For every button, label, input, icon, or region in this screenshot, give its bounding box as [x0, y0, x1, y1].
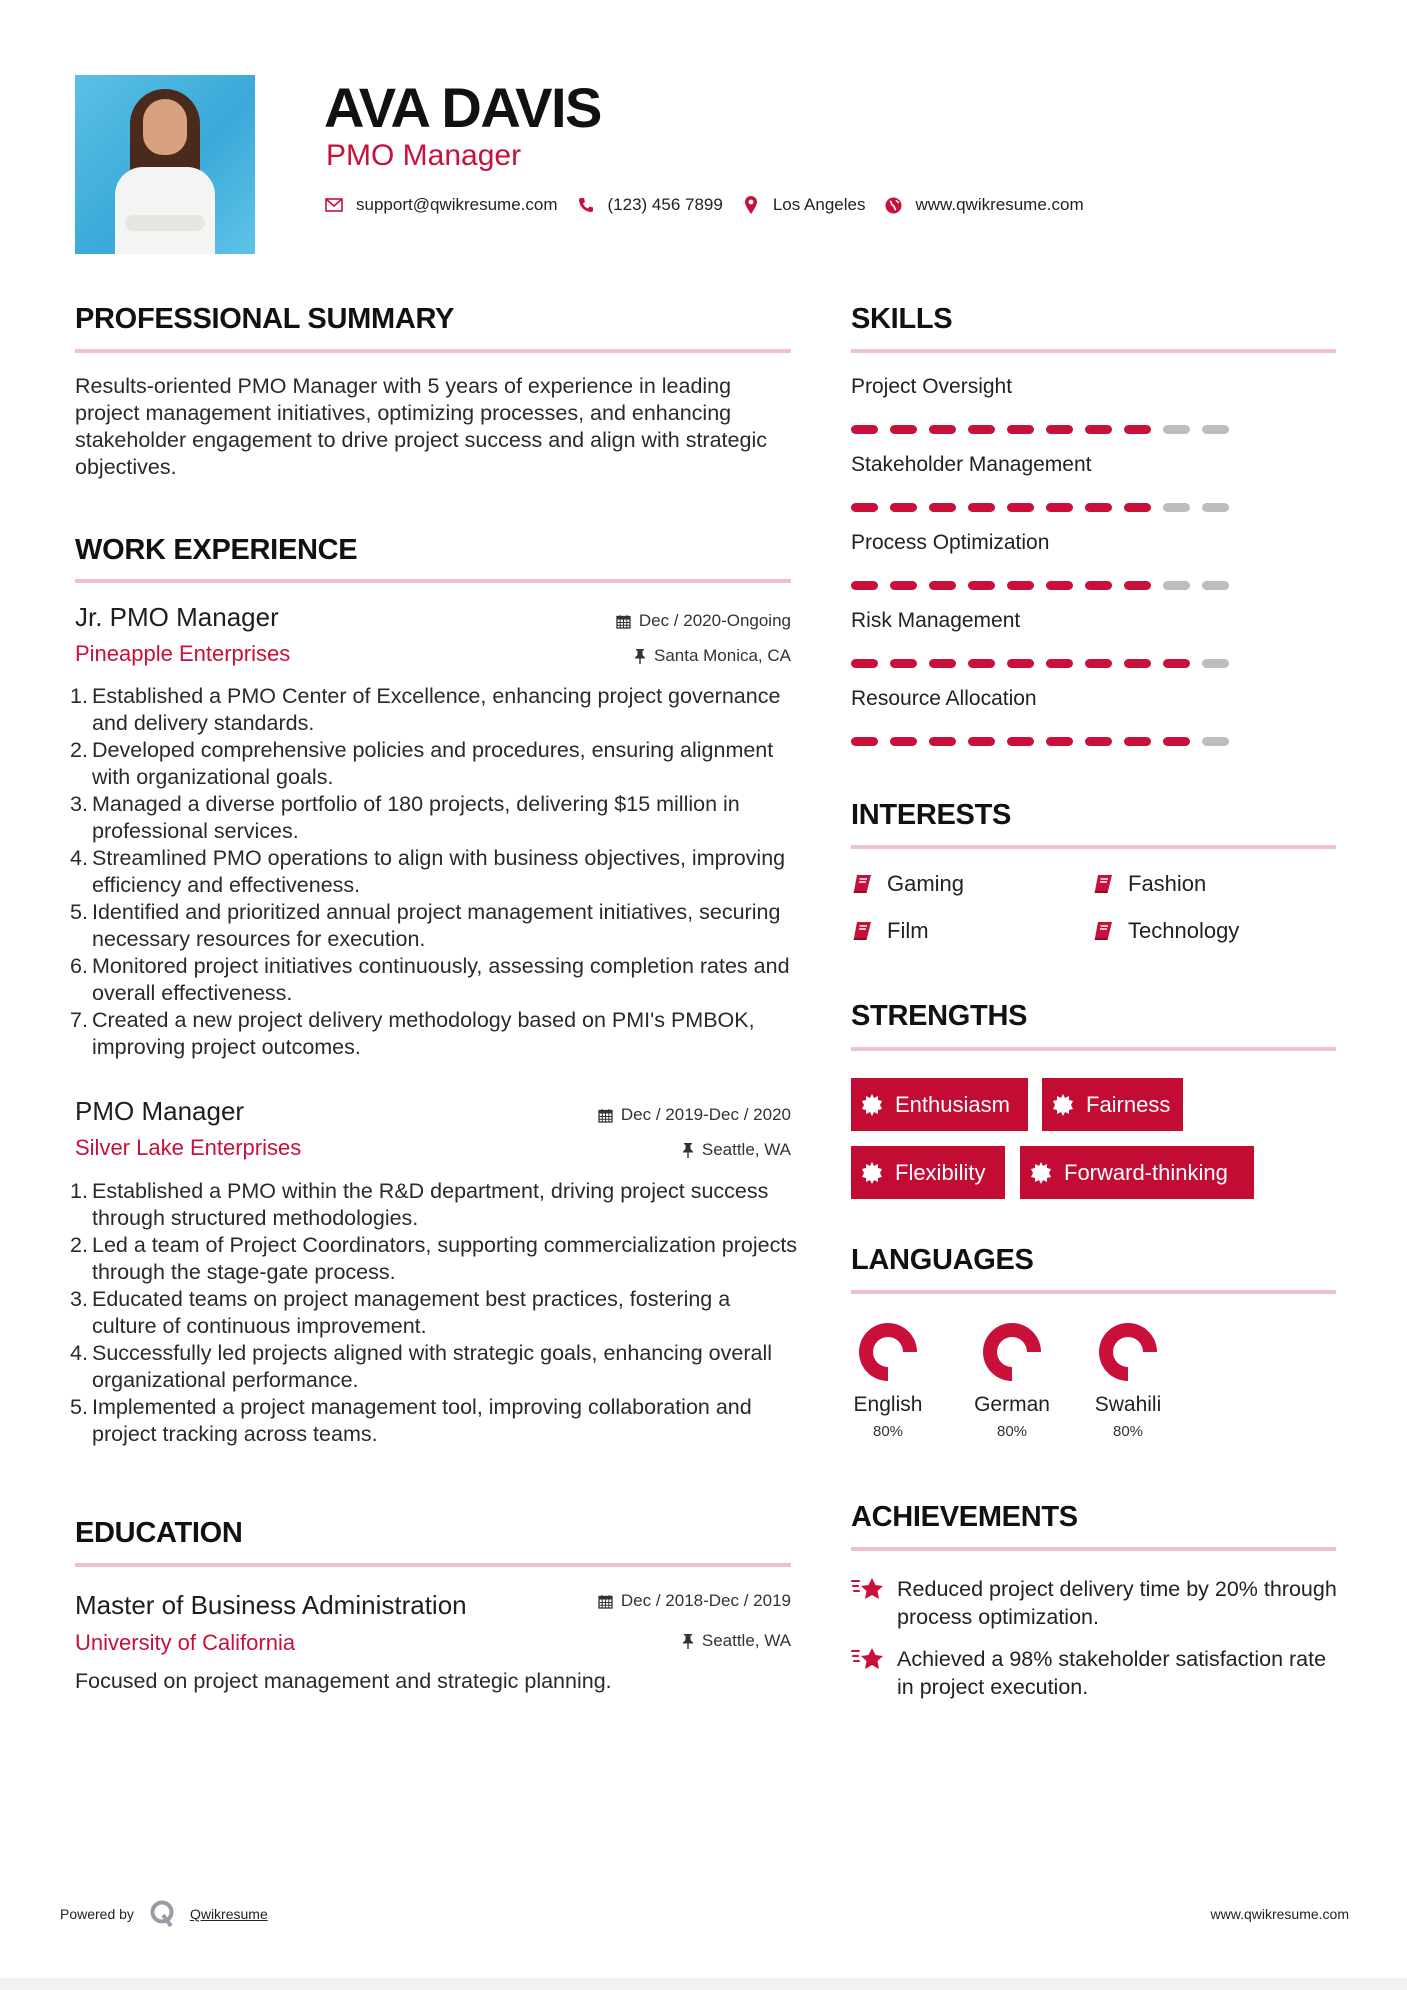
education-location-text: Seattle, WA [701, 1631, 791, 1650]
education-location [682, 1630, 791, 1652]
skill-level-segment [1007, 581, 1034, 590]
bullet-item: 6. Monitored project initiatives continuously, assessing completion rates and overall effectiveness. [70, 954, 790, 1005]
skill-level-segment [851, 425, 878, 434]
skill-level-segment [968, 659, 995, 668]
skill-level-segment [890, 737, 917, 746]
skill-level-segment [1085, 581, 1112, 590]
skill-level-segment [929, 503, 956, 512]
skill-level-segment [1007, 659, 1034, 668]
strength-tag [1020, 1146, 1254, 1199]
bullet-item: 2. Developed comprehensive policies and procedures, ensuring alignment with organizational goals. [70, 738, 774, 789]
skill-level-segment [929, 425, 956, 434]
skill-level-segment [1163, 737, 1190, 746]
powered-by-label: Powered by [60, 1906, 134, 1922]
language-ring [859, 1323, 917, 1381]
bullet-item: 2. Led a team of Project Coordinators, supporting commercialization projects through the stage-gate process. [70, 1233, 798, 1284]
bullet-item: 5. Implemented a project management tool, improving collaboration and project tracking across teams. [70, 1395, 752, 1446]
skill-level-segment [968, 503, 995, 512]
job-location [634, 645, 791, 667]
achievement-text: Reduced project delivery time by 20% through process optimization. [897, 1577, 1337, 1629]
skill-level-segment [1085, 503, 1112, 512]
strength-tag [851, 1146, 1005, 1199]
skill-level-segment [1046, 737, 1073, 746]
language-ring [983, 1323, 1041, 1381]
job-location-text: Seattle, WA [701, 1140, 791, 1159]
language-item [962, 1323, 1062, 1441]
skill-level-segment [1085, 737, 1112, 746]
skill-level-segment [890, 425, 917, 434]
bullet-item: 5. Identified and prioritized annual project management initiatives, securing necessary resources for execution. [70, 900, 781, 951]
contact-phone[interactable]: (123) 456 7899 [607, 195, 723, 214]
skill-level-bar [851, 737, 1241, 746]
skill-level-segment [1124, 737, 1151, 746]
language-percent: 80% [996, 1423, 1028, 1440]
map-marker-icon [741, 196, 761, 214]
bullet-item: 4. Streamlined PMO operations to align with business objectives, improving efficiency and effectiveness. [70, 846, 786, 897]
section-title-summary: PROFESSIONAL SUMMARY [75, 303, 455, 335]
job-title: Jr. PMO Manager [75, 602, 279, 632]
photo-arms [125, 215, 205, 231]
globe-icon [883, 197, 903, 214]
language-name: German [974, 1393, 1050, 1416]
skill-level-segment [1124, 581, 1151, 590]
book-icon [851, 874, 873, 894]
strength-tag [851, 1078, 1028, 1131]
skill-level-segment [851, 737, 878, 746]
skill-level-segment [1124, 425, 1151, 434]
job-dates [616, 610, 791, 632]
job-company: Silver Lake Enterprises [75, 1135, 302, 1160]
pushpin-icon [682, 1142, 694, 1158]
school-name: University of California [75, 1630, 296, 1655]
bullet-item: 1. Established a PMO within the R&D department, driving project success through structured methodologies. [70, 1179, 769, 1230]
contact-website[interactable]: www.qwikresume.com [915, 195, 1084, 214]
footer-powered-by [60, 1900, 268, 1928]
interest-label: Film [887, 918, 929, 943]
job-company: Pineapple Enterprises [75, 641, 291, 666]
skill-level-segment [1007, 425, 1034, 434]
skill-level-segment [929, 659, 956, 668]
section-title-education: EDUCATION [75, 1517, 243, 1549]
strength-label: Flexibility [895, 1159, 986, 1185]
section-divider [75, 1563, 791, 1567]
skill-level-segment [1085, 659, 1112, 668]
skill-level-bar [851, 581, 1241, 590]
contact-row [324, 192, 1102, 218]
skill-level-segment [1163, 659, 1190, 668]
badge-icon [861, 1094, 883, 1116]
star-icon [851, 1646, 885, 1672]
bullet-item: 4. Successfully led projects aligned with strategic goals, enhancing overall organizational performance. [70, 1341, 773, 1392]
qwikresume-logo-icon [150, 1900, 176, 1928]
language-percent: 80% [872, 1423, 904, 1440]
skill-level-segment [1163, 425, 1190, 434]
language-item [1078, 1323, 1178, 1441]
star-icon [851, 1576, 885, 1602]
skill-level-segment [851, 581, 878, 590]
section-divider [851, 1047, 1336, 1051]
skill-level-segment [929, 737, 956, 746]
skill-level-segment [1124, 503, 1151, 512]
summary-text: Results-oriented PMO Manager with 5 years of experience in leading project management initiatives, optimizing processes, and enhancing stakeholder engagement to drive project success and align with strategic objectives. [75, 374, 767, 479]
strength-tag [1042, 1078, 1183, 1131]
section-title-interests: INTERESTS [851, 799, 1012, 831]
bullet-item: 1. Established a PMO Center of Excellence, enhancing project governance and delivery standards. [70, 684, 781, 735]
achievement-item [851, 1645, 1341, 1701]
calendar-icon [598, 1108, 613, 1123]
skill-level-segment [1202, 737, 1229, 746]
interest-label: Gaming [887, 871, 965, 896]
bullet-item: 7. Created a new project delivery methodology based on PMI's PMBOK, improving project outcomes. [70, 1008, 755, 1059]
photo-face [143, 99, 187, 155]
job-bullets [70, 1178, 800, 1448]
skill-level-segment [1085, 425, 1112, 434]
page-bottom-edge [0, 1978, 1407, 1990]
job-location [682, 1139, 791, 1161]
pushpin-icon [634, 648, 646, 664]
skill-level-segment [1202, 425, 1229, 434]
skill-level-segment [968, 425, 995, 434]
book-icon [1092, 874, 1114, 894]
job-bullets [70, 683, 800, 1061]
skill-level-bar [851, 659, 1241, 668]
strength-label: Forward-thinking [1064, 1159, 1228, 1185]
phone-icon [576, 197, 596, 213]
skill-level-segment [1046, 503, 1073, 512]
language-ring [1099, 1323, 1157, 1381]
section-title-languages: LANGUAGES [851, 1244, 1034, 1276]
skill-name: Process Optimization [851, 531, 1050, 554]
skill-name: Stakeholder Management [851, 453, 1092, 476]
skill-level-segment [1163, 581, 1190, 590]
interest-item [1092, 871, 1206, 897]
skill-level-segment [851, 503, 878, 512]
contact-location: Los Angeles [772, 195, 866, 214]
section-divider [851, 1547, 1336, 1551]
skill-level-bar [851, 503, 1241, 512]
badge-icon [1052, 1094, 1074, 1116]
skill-level-segment [890, 503, 917, 512]
skill-name: Resource Allocation [851, 687, 1037, 710]
calendar-icon [616, 614, 631, 629]
bullet-item: 3. Managed a diverse portfolio of 180 projects, delivering $15 million in professional services. [70, 792, 740, 843]
skill-level-segment [1202, 581, 1229, 590]
skill-level-segment [1046, 425, 1073, 434]
skill-level-segment [968, 737, 995, 746]
badge-icon [861, 1162, 883, 1184]
section-title-strengths: STRENGTHS [851, 1000, 1028, 1032]
education-dates-text: Dec / 2018-Dec / 2019 [620, 1591, 791, 1610]
section-title-skills: SKILLS [851, 303, 953, 335]
language-name: English [853, 1393, 923, 1416]
job-dates-text: Dec / 2020-Ongoing [638, 611, 791, 630]
book-icon [1092, 921, 1114, 941]
skill-level-segment [1202, 659, 1229, 668]
education-description: Focused on project management and strategic planning. [75, 1669, 612, 1693]
skill-level-segment [1163, 503, 1190, 512]
footer-website[interactable]: www.qwikresume.com [1210, 1906, 1349, 1922]
interest-label: Fashion [1128, 871, 1207, 896]
language-percent: 80% [1112, 1423, 1144, 1440]
skill-name: Project Oversight [851, 375, 1013, 398]
calendar-icon [598, 1594, 613, 1609]
qwikresume-link[interactable]: Qwikresume [189, 1906, 268, 1922]
job-location-text: Santa Monica, CA [653, 646, 791, 665]
pushpin-icon [682, 1633, 694, 1649]
interest-item [851, 918, 929, 944]
interest-label: Technology [1128, 918, 1240, 943]
profile-photo [75, 75, 255, 254]
language-name: Swahili [1094, 1393, 1162, 1416]
skill-level-segment [851, 659, 878, 668]
job-title: PMO Manager [75, 1096, 245, 1126]
achievement-text: Achieved a 98% stakeholder satisfaction rate in project execution. [897, 1647, 1327, 1699]
bullet-item: 3. Educated teams on project management best practices, fostering a culture of continuous improvement. [70, 1287, 731, 1338]
candidate-role: PMO Manager [326, 139, 522, 172]
skill-level-segment [1007, 737, 1034, 746]
photo-body [115, 167, 215, 254]
skill-level-segment [890, 659, 917, 668]
interest-item [851, 871, 964, 897]
section-divider [851, 845, 1336, 849]
interest-item [1092, 918, 1239, 944]
section-title-experience: WORK EXPERIENCE [75, 534, 358, 566]
skill-level-segment [1007, 503, 1034, 512]
section-divider [851, 1290, 1336, 1294]
skill-name: Risk Management [851, 609, 1021, 632]
skill-level-segment [1124, 659, 1151, 668]
badge-icon [1030, 1162, 1052, 1184]
section-divider [851, 349, 1336, 353]
degree-title: Master of Business Administration [75, 1590, 467, 1620]
education-dates [598, 1590, 791, 1612]
skill-level-segment [929, 581, 956, 590]
skill-level-bar [851, 425, 1241, 434]
section-divider [75, 349, 791, 353]
skill-level-segment [1046, 659, 1073, 668]
contact-email[interactable]: support@qwikresume.com [356, 195, 558, 214]
skill-level-segment [890, 581, 917, 590]
section-title-achievements: ACHIEVEMENTS [851, 1501, 1078, 1533]
book-icon [851, 921, 873, 941]
skill-level-segment [968, 581, 995, 590]
skill-level-segment [1202, 503, 1229, 512]
strength-label: Enthusiasm [895, 1091, 1010, 1117]
skill-level-segment [1046, 581, 1073, 590]
language-item [838, 1323, 938, 1441]
strength-label: Fairness [1086, 1091, 1171, 1117]
achievement-item [851, 1575, 1341, 1631]
section-divider [75, 579, 791, 583]
job-dates-text: Dec / 2019-Dec / 2020 [620, 1105, 791, 1124]
candidate-name: AVA DAVIS [324, 76, 601, 139]
envelope-icon [324, 198, 344, 212]
job-dates [598, 1104, 791, 1126]
